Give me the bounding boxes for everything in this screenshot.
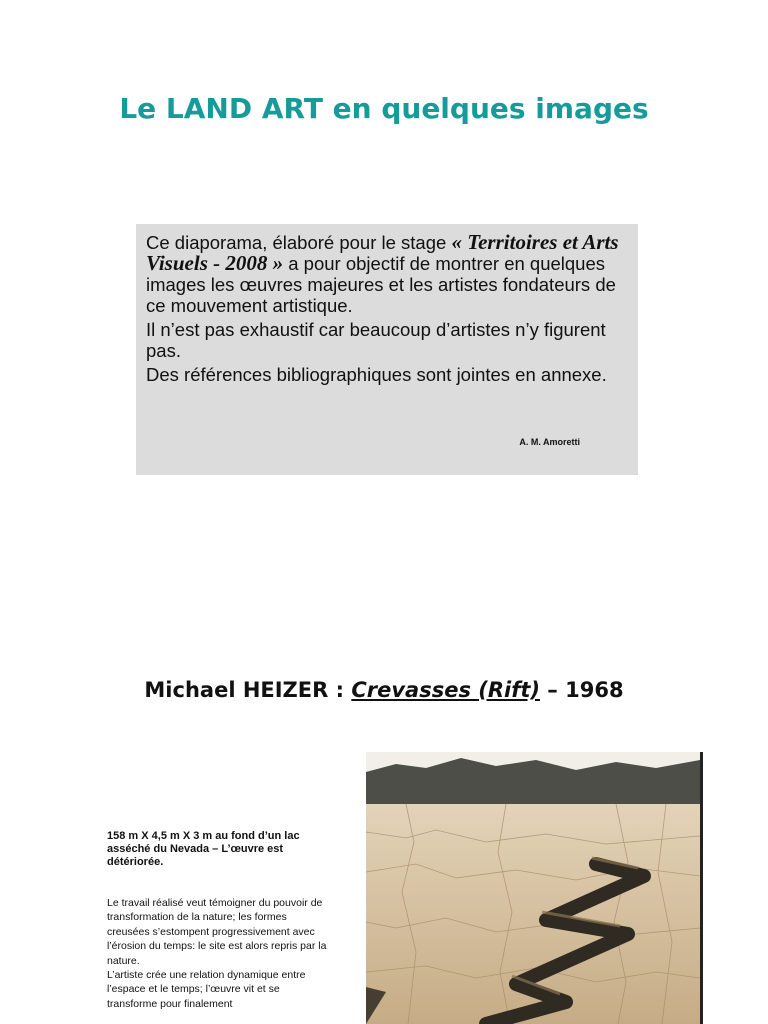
rift-photo-image (366, 752, 700, 1024)
work-year: – 1968 (540, 678, 624, 702)
intro-box (136, 224, 638, 475)
artist-name: Michael HEIZER : (144, 678, 352, 702)
caption-paragraph-1: Le travail réalisé veut témoigner du pouvoir de transformation de la nature; les formes creusées s’estompent progressivement avec l’érosion du temps: le site est alors repris par la nature. (107, 897, 327, 967)
slide-title: Le LAND ART en quelques images (119, 92, 649, 125)
caption-dimensions: 158 m X 4,5 m X 3 m au fond d’un lac asséché du Nevada – L’œuvre est détériorée. (107, 830, 300, 868)
intro-paragraph-3: Des références bibliographiques sont jointes en annexe. (146, 364, 607, 385)
author-credit: A. M. Amoretti (519, 437, 580, 447)
intro-text-1: Ce diaporama, élaboré pour le stage (146, 232, 452, 253)
caption-body (107, 896, 332, 1011)
intro-paragraph-2: Il n’est pas exhaustif car beaucoup d’artistes n’y figurent pas. (146, 319, 606, 361)
work-title: Crevasses (Rift) (351, 678, 540, 702)
stage-name: « Territoires et Arts Visuels - 2008 » (146, 230, 619, 275)
intro-paragraph-1 (146, 232, 628, 316)
section-title (0, 678, 768, 702)
intro-text-2: a pour objectif de montrer en quelques images les œuvres majeures et les artistes fondateurs de ce mouvement artistique. (146, 253, 616, 316)
rift-photo (366, 752, 703, 1024)
caption-paragraph-2: L’artiste crée une relation dynamique entre l’espace et le temps; l’œuvre vit et se transforme pour finalement (107, 969, 306, 1010)
